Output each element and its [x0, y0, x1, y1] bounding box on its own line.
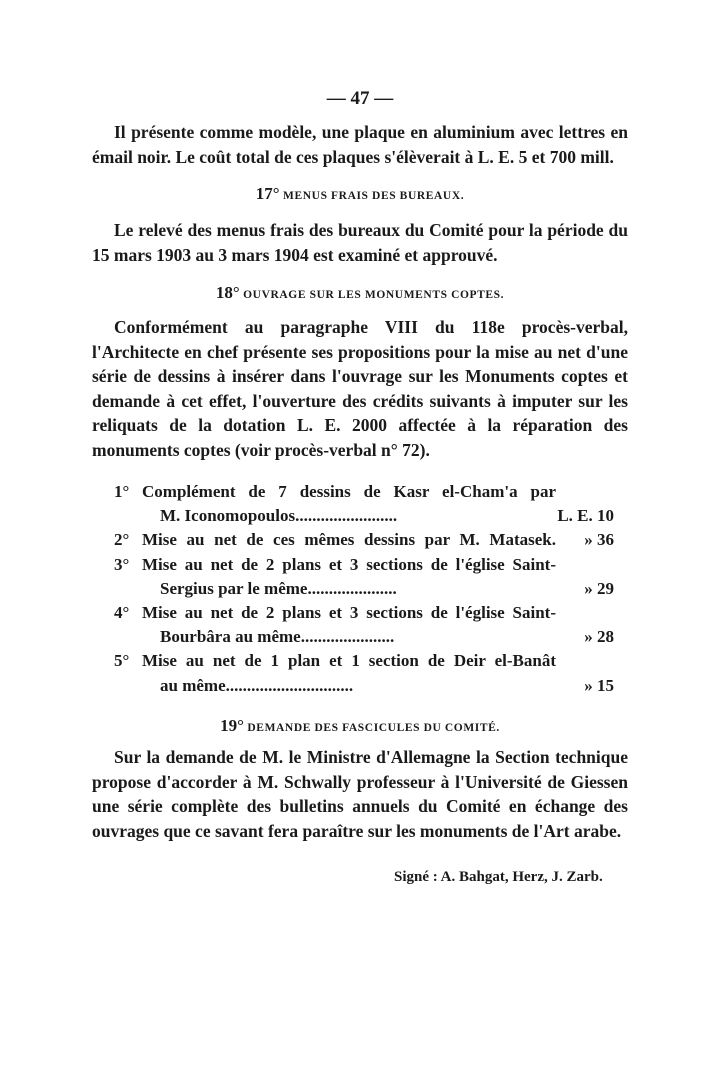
- section-18-body-text: Conformément au paragraphe VIII du 118e procès-verbal, l'Architecte en chef présente ses propositions pour la mise au net d'une série de dessins à insérer dans l'ouvrage sur les Monuments coptes et demande à cet effet, l'ouverture des crédits suivants à imputer sur les reliquats de la dotation L. E. 2000 affectée à la réparation des monuments coptes (voir procès-verbal n° 72).: [92, 317, 628, 460]
- item-amount: L. E. 10: [557, 506, 614, 526]
- item-description-continued: Bourbâra au même......................: [160, 627, 395, 647]
- list-item: [114, 553, 614, 601]
- page-number: — 47 —: [326, 88, 394, 109]
- list-item: [114, 528, 614, 552]
- section-18-number: 18°: [215, 283, 240, 302]
- item-description: Complément de 7 dessins de Kasr el-Cham'a par: [142, 482, 556, 501]
- section-17-body-text: Le relevé des menus frais des bureaux du Comité pour la période du 15 mars 1903 au 3 mars 1904 est examiné et approuvé.: [92, 220, 628, 265]
- item-ordinal: 1°: [114, 482, 130, 501]
- section-19-body-text: Sur la demande de M. le Ministre d'Allemagne la Section technique propose d'accorder à M. Schwally professeur à l'Université de Giessen une série complète des bulletins annuels du Comité en échange des ouvrages que ce savant fera paraître sur les monuments de l'Art arabe.: [92, 747, 628, 841]
- section-17-title: MENUS FRAIS DES BUREAUX.: [283, 190, 465, 202]
- item-description-continued: M. Iconomopoulos........................: [160, 506, 398, 526]
- item-ordinal: 4°: [114, 603, 130, 623]
- section-19-title: DEMANDE DES FASCICULES DU COMITÉ.: [247, 722, 500, 734]
- section-19-body: [92, 745, 628, 843]
- intro-paragraph-text: Il présente comme modèle, une plaque en aluminium avec lettres en émail noir. Le coût total de ces plaques s'élèverait à L. E. 5 et 700 mill.: [92, 122, 628, 167]
- section-17-body: [92, 218, 628, 267]
- item-ordinal: 3°: [114, 554, 130, 574]
- section-18-title: OUVRAGE SUR LES MONUMENTS COPTES.: [243, 289, 505, 301]
- signature-line: Signé : A. Bahgat, Herz, J. Zarb.: [394, 869, 603, 885]
- item-description: Mise au net de 2 plans et 3 sections de l'église Saint-: [142, 554, 556, 574]
- section-19-number: 19°: [220, 716, 244, 735]
- item-description-continued: au même..............................: [160, 675, 354, 695]
- section-18-body: [92, 315, 628, 462]
- list-item: [114, 601, 614, 649]
- item-ordinal: 2°: [114, 530, 130, 550]
- section-17-number: 17°: [255, 184, 280, 203]
- item-description: Mise au net de ces mêmes dessins par M. Matasek.: [142, 530, 556, 550]
- section-18-heading: [0, 283, 720, 303]
- section-17-heading: [0, 184, 720, 204]
- list-item: [114, 649, 614, 697]
- credit-list: [114, 480, 614, 698]
- item-description: Mise au net de 1 plan et 1 section de Deir el-Banât: [142, 651, 556, 671]
- item-amount: » 29: [584, 578, 614, 598]
- item-amount: » 28: [584, 627, 614, 647]
- item-ordinal: 5°: [114, 651, 130, 671]
- item-description-continued: Sergius par le même.....................: [160, 578, 397, 598]
- item-amount: » 36: [584, 530, 614, 550]
- item-description: Mise au net de 2 plans et 3 sections de l'église Saint-: [142, 603, 556, 623]
- list-item: [114, 480, 614, 528]
- section-19-heading: [0, 716, 720, 736]
- intro-paragraph: [92, 120, 628, 169]
- item-amount: » 15: [584, 675, 614, 695]
